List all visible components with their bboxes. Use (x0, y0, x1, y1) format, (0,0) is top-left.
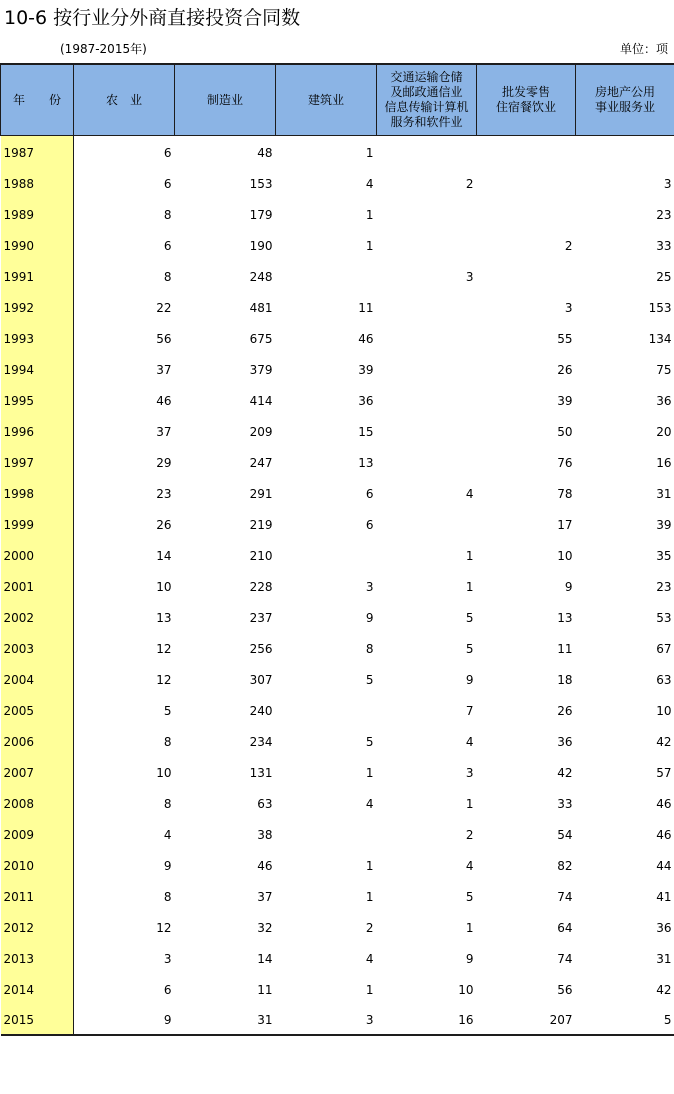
table-row (1, 663, 674, 694)
table-row (1, 1004, 674, 1035)
table-row (1, 632, 674, 663)
table-row (1, 198, 674, 229)
cell-agriculture: 12 (156, 672, 172, 687)
cell-construction: 3 (365, 579, 374, 594)
table-row (1, 353, 674, 384)
cell-agriculture: 3 (163, 951, 172, 966)
cell-realestate: 75 (656, 362, 672, 377)
cell-realestate: 42 (656, 734, 672, 749)
cell-trade: 3 (564, 300, 573, 315)
cell-year: 2008 (1, 787, 74, 818)
cell-transport: 16 (377, 1004, 477, 1035)
cell-transport: 5 (465, 641, 474, 656)
cell-agriculture: 10 (156, 579, 172, 594)
cell-agriculture: 10 (156, 765, 172, 780)
cell-trade (477, 167, 576, 198)
table-row (1, 725, 674, 756)
cell-year: 2010 (1, 849, 74, 880)
table-row (1, 384, 674, 415)
cell-agriculture: 29 (156, 455, 172, 470)
cell-construction: 1 (365, 889, 374, 904)
cell-agriculture: 22 (156, 300, 172, 315)
cell-construction: 4 (365, 176, 374, 191)
table-row (1, 601, 674, 632)
cell-realestate: 31 (656, 486, 672, 501)
cell-realestate: 10 (656, 703, 672, 718)
cell-realestate: 36 (656, 393, 672, 408)
cell-construction (276, 260, 377, 291)
cell-construction: 46 (358, 331, 374, 346)
table-row (1, 322, 674, 353)
cell-trade: 42 (557, 765, 573, 780)
cell-manufacturing: 414 (249, 393, 273, 408)
cell-manufacturing: 190 (249, 238, 273, 253)
cell-year: 1990 (1, 229, 74, 260)
cell-agriculture: 12 (156, 641, 172, 656)
cell-agriculture: 46 (156, 393, 172, 408)
cell-year: 1991 (1, 260, 74, 291)
cell-manufacturing: 240 (249, 703, 273, 718)
cell-construction: 2 (365, 920, 374, 935)
cell-manufacturing: 153 (249, 176, 273, 191)
cell-agriculture: 23 (156, 486, 172, 501)
cell-trade: 10 (557, 548, 573, 563)
cell-manufacturing: 234 (249, 734, 273, 749)
cell-trade: 74 (557, 889, 573, 904)
cell-construction: 1 (365, 765, 374, 780)
cell-construction (276, 818, 377, 849)
cell-year: 2003 (1, 632, 74, 663)
cell-transport: 1 (465, 920, 474, 935)
cell-manufacturing: 228 (249, 579, 273, 594)
header-year: 年 份 (1, 64, 74, 136)
cell-transport: 1 (465, 796, 474, 811)
cell-trade: 207 (477, 1004, 576, 1035)
cell-manufacturing: 48 (257, 145, 273, 160)
cell-year: 1993 (1, 322, 74, 353)
header-trade (477, 64, 576, 136)
table-row (1, 942, 674, 973)
cell-year: 1994 (1, 353, 74, 384)
cell-trade: 64 (557, 920, 573, 935)
cell-construction (276, 539, 377, 570)
cell-manufacturing: 31 (175, 1004, 276, 1035)
cell-trade: 17 (557, 517, 573, 532)
cell-transport: 2 (465, 827, 474, 842)
table-row (1, 787, 674, 818)
cell-transport (377, 322, 477, 353)
cell-year: 2007 (1, 756, 74, 787)
table-header-row (1, 64, 674, 136)
cell-agriculture: 9 (163, 858, 172, 873)
cell-transport: 7 (465, 703, 474, 718)
cell-construction: 4 (365, 951, 374, 966)
header-trade-line2: 住宿餐饮业 (495, 100, 556, 114)
cell-transport (377, 353, 477, 384)
cell-trade (477, 198, 576, 229)
cell-agriculture: 8 (163, 734, 172, 749)
cell-agriculture: 6 (163, 982, 172, 997)
header-realestate (576, 64, 674, 136)
cell-manufacturing: 237 (249, 610, 273, 625)
cell-transport: 5 (465, 610, 474, 625)
cell-realestate: 33 (656, 238, 672, 253)
cell-year: 2012 (1, 911, 74, 942)
cell-realestate: 46 (656, 796, 672, 811)
table-row (1, 694, 674, 725)
cell-trade: 76 (557, 455, 573, 470)
cell-year: 1988 (1, 167, 74, 198)
cell-year: 2015 (1, 1004, 74, 1035)
table-row (1, 818, 674, 849)
cell-realestate: 35 (656, 548, 672, 563)
cell-trade: 26 (557, 703, 573, 718)
cell-manufacturing: 46 (257, 858, 273, 873)
table-row (1, 756, 674, 787)
cell-year: 1997 (1, 446, 74, 477)
cell-construction: 13 (358, 455, 374, 470)
cell-year: 2011 (1, 880, 74, 911)
header-agriculture: 农 业 (74, 64, 175, 136)
cell-agriculture: 8 (163, 889, 172, 904)
cell-trade: 82 (557, 858, 573, 873)
cell-year: 2006 (1, 725, 74, 756)
cell-manufacturing: 256 (249, 641, 273, 656)
cell-transport (377, 446, 477, 477)
cell-agriculture: 6 (163, 238, 172, 253)
cell-realestate: 39 (656, 517, 672, 532)
cell-construction: 9 (365, 610, 374, 625)
cell-realestate: 153 (648, 300, 672, 315)
cell-trade: 13 (557, 610, 573, 625)
cell-manufacturing: 131 (249, 765, 273, 780)
cell-trade (477, 260, 576, 291)
cell-construction: 1 (365, 982, 374, 997)
cell-realestate: 67 (656, 641, 672, 656)
cell-manufacturing: 291 (249, 486, 273, 501)
cell-realestate: 46 (656, 827, 672, 842)
page-title: 10-6 按行业分外商直接投资合同数 (4, 7, 301, 29)
cell-manufacturing: 179 (249, 207, 273, 222)
cell-manufacturing: 210 (249, 548, 273, 563)
header-transport-line2: 及邮政通信业 (390, 85, 463, 99)
cell-year: 1996 (1, 415, 74, 446)
cell-transport: 3 (465, 269, 474, 284)
cell-construction: 1 (365, 238, 374, 253)
cell-realestate: 53 (656, 610, 672, 625)
cell-trade: 9 (564, 579, 573, 594)
cell-manufacturing: 11 (257, 982, 273, 997)
table-row (1, 167, 674, 198)
cell-construction: 4 (365, 796, 374, 811)
table-row (1, 446, 674, 477)
cell-transport: 4 (465, 858, 474, 873)
cell-transport: 4 (465, 486, 474, 501)
cell-manufacturing: 209 (249, 424, 273, 439)
header-realestate-line1: 房地产公用 (594, 85, 655, 99)
cell-manufacturing: 247 (249, 455, 273, 470)
header-manufacturing: 制造业 (175, 64, 276, 136)
cell-manufacturing: 32 (257, 920, 273, 935)
cell-construction: 3 (276, 1004, 377, 1035)
cell-transport: 5 (465, 889, 474, 904)
cell-realestate: 25 (656, 269, 672, 284)
table-row (1, 973, 674, 1004)
table-row (1, 508, 674, 539)
cell-construction: 1 (365, 145, 374, 160)
cell-realestate: 57 (656, 765, 672, 780)
cell-agriculture: 14 (156, 548, 172, 563)
cell-trade: 18 (557, 672, 573, 687)
cell-year: 2013 (1, 942, 74, 973)
cell-manufacturing: 63 (257, 796, 273, 811)
cell-trade: 11 (557, 641, 573, 656)
year-range: (1987-2015年) (60, 42, 147, 56)
header-transport-line1: 交通运输仓储 (390, 70, 463, 84)
cell-year: 2000 (1, 539, 74, 570)
cell-construction: 1 (365, 207, 374, 222)
cell-manufacturing: 379 (249, 362, 273, 377)
cell-manufacturing: 219 (249, 517, 273, 532)
cell-year: 1992 (1, 291, 74, 322)
cell-transport: 1 (465, 579, 474, 594)
cell-year: 1989 (1, 198, 74, 229)
cell-transport: 1 (465, 548, 474, 563)
header-trade-line1: 批发零售 (501, 85, 550, 99)
cell-realestate: 3 (663, 176, 672, 191)
cell-trade: 55 (557, 331, 573, 346)
cell-realestate: 36 (656, 920, 672, 935)
cell-construction: 8 (365, 641, 374, 656)
cell-year: 1999 (1, 508, 74, 539)
cell-realestate: 23 (656, 579, 672, 594)
cell-agriculture: 56 (156, 331, 172, 346)
header-construction: 建筑业 (276, 64, 377, 136)
cell-trade: 50 (557, 424, 573, 439)
cell-construction: 1 (365, 858, 374, 873)
cell-transport (377, 229, 477, 260)
table-row (1, 849, 674, 880)
cell-agriculture: 6 (163, 145, 172, 160)
cell-realestate: 134 (648, 331, 672, 346)
cell-agriculture: 37 (156, 424, 172, 439)
cell-transport (377, 136, 477, 167)
cell-transport (377, 198, 477, 229)
cell-transport: 9 (465, 672, 474, 687)
cell-trade: 33 (557, 796, 573, 811)
cell-agriculture: 8 (163, 796, 172, 811)
header-transport (377, 64, 477, 136)
header-transport-line3: 信息传输计算机 (384, 100, 469, 114)
cell-agriculture: 37 (156, 362, 172, 377)
cell-construction: 6 (365, 517, 374, 532)
cell-trade: 56 (557, 982, 573, 997)
cell-agriculture: 6 (163, 176, 172, 191)
cell-transport: 10 (458, 982, 474, 997)
cell-trade: 2 (564, 238, 573, 253)
cell-realestate: 42 (656, 982, 672, 997)
table-row (1, 570, 674, 601)
cell-manufacturing: 37 (257, 889, 273, 904)
header-realestate-line2: 事业服务业 (594, 100, 655, 114)
table-row (1, 880, 674, 911)
cell-agriculture: 9 (74, 1004, 175, 1035)
cell-manufacturing: 481 (249, 300, 273, 315)
cell-year: 2004 (1, 663, 74, 694)
unit-label: 单位：项 (619, 42, 668, 56)
cell-trade: 26 (557, 362, 573, 377)
cell-transport (377, 291, 477, 322)
cell-agriculture: 12 (156, 920, 172, 935)
cell-trade: 78 (557, 486, 573, 501)
cell-manufacturing: 675 (249, 331, 273, 346)
cell-realestate: 5 (576, 1004, 674, 1035)
cell-realestate: 31 (656, 951, 672, 966)
cell-trade: 74 (557, 951, 573, 966)
cell-year: 2014 (1, 973, 74, 1004)
cell-transport: 3 (465, 765, 474, 780)
cell-year: 2001 (1, 570, 74, 601)
table-row (1, 260, 674, 291)
table-row (1, 477, 674, 508)
cell-transport (377, 384, 477, 415)
cell-year: 1995 (1, 384, 74, 415)
cell-agriculture: 8 (163, 269, 172, 284)
cell-realestate: 23 (656, 207, 672, 222)
cell-year: 2009 (1, 818, 74, 849)
cell-manufacturing: 248 (249, 269, 273, 284)
cell-trade: 36 (557, 734, 573, 749)
table-row (1, 291, 674, 322)
cell-construction: 39 (358, 362, 374, 377)
cell-agriculture: 26 (156, 517, 172, 532)
cell-realestate: 20 (656, 424, 672, 439)
cell-trade: 39 (557, 393, 573, 408)
cell-manufacturing: 38 (257, 827, 273, 842)
table-row (1, 415, 674, 446)
cell-transport (377, 508, 477, 539)
cell-construction: 6 (365, 486, 374, 501)
cell-transport (377, 415, 477, 446)
cell-realestate: 63 (656, 672, 672, 687)
cell-year: 2002 (1, 601, 74, 632)
table-row (1, 539, 674, 570)
cell-manufacturing: 14 (257, 951, 273, 966)
cell-agriculture: 5 (163, 703, 172, 718)
cell-construction: 5 (365, 734, 374, 749)
cell-agriculture: 8 (163, 207, 172, 222)
cell-construction: 11 (358, 300, 374, 315)
cell-trade (477, 136, 576, 167)
cell-transport: 2 (465, 176, 474, 191)
cell-realestate: 41 (656, 889, 672, 904)
cell-trade: 54 (557, 827, 573, 842)
header-transport-line4: 服务和软件业 (390, 115, 463, 129)
cell-agriculture: 4 (163, 827, 172, 842)
cell-realestate: 16 (656, 455, 672, 470)
fdi-contracts-table (0, 63, 674, 1036)
table-row (1, 911, 674, 942)
cell-realestate (576, 136, 674, 167)
cell-construction (276, 694, 377, 725)
cell-year: 1987 (1, 136, 74, 167)
cell-agriculture: 13 (156, 610, 172, 625)
table-row (1, 229, 674, 260)
cell-construction: 36 (358, 393, 374, 408)
cell-realestate: 44 (656, 858, 672, 873)
table-row (1, 136, 674, 167)
cell-transport: 9 (465, 951, 474, 966)
cell-construction: 15 (358, 424, 374, 439)
cell-year: 1998 (1, 477, 74, 508)
cell-construction: 5 (365, 672, 374, 687)
cell-manufacturing: 307 (249, 672, 273, 687)
cell-year: 2005 (1, 694, 74, 725)
cell-transport: 4 (465, 734, 474, 749)
